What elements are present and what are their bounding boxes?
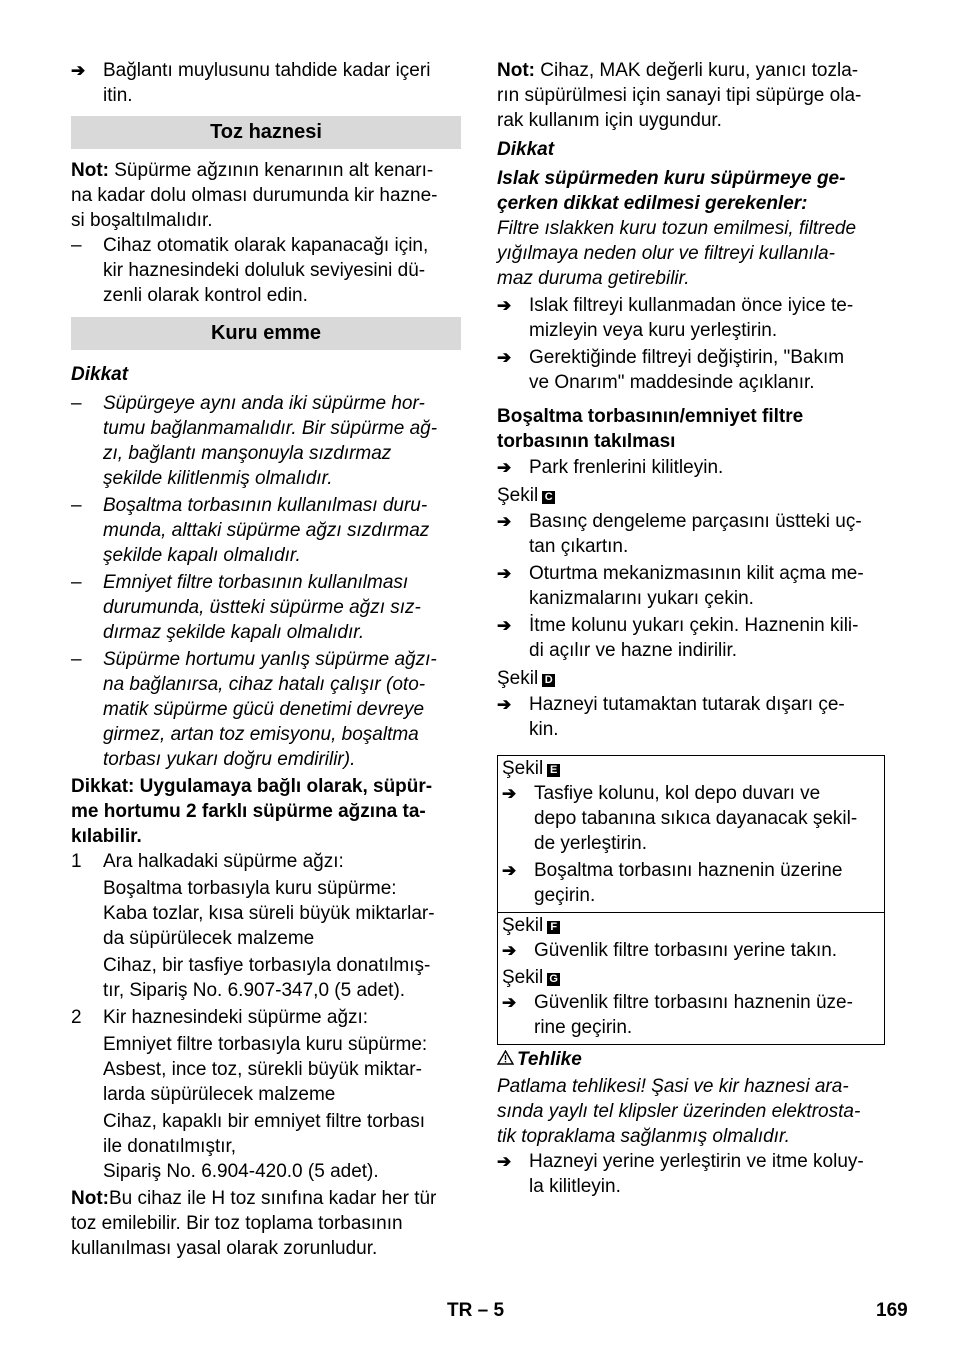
arrow-icon: ➔	[497, 458, 512, 477]
numbered-item-2: 2 Kir haznesindeki süpürme ağzı: Emniyet filtre torbasıyla kuru süpürme: Asbest, ince toz, sürekli büyük miktar- larda süpürülecek malzeme Cihaz, kapaklı bir emniyet filtre torbası ile donatılmıştır, Sipariş No. 6.904-420.0 (5 adet).	[71, 1007, 428, 1182]
right-column	[497, 58, 885, 1199]
arrow-icon: ➔	[497, 512, 512, 531]
tehlike-label: Tehlike	[497, 1047, 885, 1072]
section-header-kuru-emme: Kuru emme	[71, 317, 461, 350]
step-item: ➔ Hazneyi tutamaktan tutarak dışarı çe- kin.	[497, 694, 845, 740]
arrow-icon: ➔	[497, 348, 512, 367]
figure-box-section-fg: Şekil F ➔ Güvenlik filtre torbasını yerine takın. Şekil G ➔ Güvenlik filtre torbasını haznenin üze- rine geçirin.	[498, 912, 884, 1044]
figure-badge: G	[547, 973, 560, 986]
dikkat-label: Dikkat	[497, 139, 555, 160]
toz-note: Not: Süpürme ağzının kenarının alt kenarı- na kadar dolu olması durumunda kir hazne- si boşaltılmalıdır.	[71, 160, 438, 231]
arrow-icon: ➔	[502, 941, 517, 960]
warning-icon	[497, 1047, 517, 1072]
arrow-icon: ➔	[497, 296, 512, 315]
dikkat-bold-note: Dikkat: Uygulamaya bağlı olarak, süpür- me hortumu 2 farklı süpürme ağzına ta- kılabilir.	[71, 776, 433, 847]
tehlike-text: Patlama tehlikesi! Şasi ve kir haznesi ara- sında yaylı tel klipsler üzerinden elektrosta- tik topraklama sağlanmış olmalıdır.	[497, 1076, 861, 1147]
dikkat-heading: Islak süpürmeden kuru süpürmeye ge- çerken dikkat edilmesi gerekenler:	[497, 168, 846, 214]
dash-item: – Cihaz otomatik olarak kapanacağı için, kir haznesindeki doluluk seviyesini dü- zenli olarak kontrol edin.	[71, 235, 429, 306]
figure-ref-d: Şekil D	[497, 666, 885, 691]
figure-badge: C	[542, 491, 555, 504]
arrow-icon: ➔	[71, 61, 86, 80]
dikkat-item: – Süpürgeye aynı anda iki süpürme hor- tumu bağlanmamalıdır. Bir süpürme ağ- zı, bağlantı manşonuyla sızdırmaz şekilde kilitlenmiş olmalıdır.	[71, 393, 438, 489]
dikkat-item: – Emniyet filtre torbasının kullanılması durumunda, üstteki süpürme ağzı sız- dırmaz şekilde kapalı olmalıdır.	[71, 572, 421, 643]
figure-box-section-e: Şekil E ➔ Tasfiye kolunu, kol depo duvarı ve depo tabanına sıkıca dayanacak şekil- de yerleştirin. ➔ Boşaltma torbasını haznenin üzerine geçirin.	[498, 756, 884, 912]
arrow-icon: ➔	[502, 784, 517, 803]
step-item: ➔ Tasfiye kolunu, kol depo duvarı ve depo tabanına sıkıca dayanacak şekil- de yerleştirin.	[502, 783, 858, 854]
section-title: Boşaltma torbasının/emniyet filtre torbasının takılması	[497, 406, 804, 452]
dikkat-text: Filtre ıslakken kuru tozun emilmesi, filtrede yığılmaya neden olur ve filtreyi kullanıla- maz duruma getirebilir.	[497, 218, 857, 289]
step-item: ➔ Oturtma mekanizmasının kilit açma me- kanizmalarını yukarı çekin.	[497, 563, 864, 609]
arrow-icon: ➔	[502, 993, 517, 1012]
dikkat-item: – Boşaltma torbasının kullanılması duru- munda, alttaki süpürme ağzı sızdırmaz şekilde kapalı olmalıdır.	[71, 495, 430, 566]
step-item: ➔ Boşaltma torbasını haznenin üzerine geçirin.	[502, 860, 843, 906]
page-number: 169	[876, 1300, 908, 1321]
legal-note: Not:Bu cihaz ile H toz sınıfına kadar her tür toz emilebilir. Bir toz toplama torbasının kullanılması yasal olarak zorunludur.	[71, 1188, 437, 1259]
step-item: ➔ Güvenlik filtre torbasını yerine takın.	[502, 940, 838, 961]
footer-language-page: TR – 5	[447, 1300, 505, 1321]
arrow-icon: ➔	[497, 616, 512, 635]
arrow-icon: ➔	[502, 861, 517, 880]
step-item: ➔ Hazneyi yerine yerleştirin ve itme koluy- la kilitleyin.	[497, 1151, 864, 1197]
figure-ref-c: Şekil C	[497, 483, 885, 508]
right-note: Not: Cihaz, MAK değerli kuru, yanıcı tozla- rın süpürülmesi için sanayi tipi süpürge ola- rak kullanım için uygundur.	[497, 60, 862, 131]
step-item: ➔ Basınç dengeleme parçasını üstteki uç- tan çıkartın.	[497, 511, 862, 557]
numbered-item-1: 1 Ara halkadaki süpürme ağzı: Boşaltma torbasıyla kuru süpürme: Kaba tozlar, kısa süreli büyük miktarlar- da süpürülecek malzeme Cihaz, bir tasfiye torbasıyla donatılmış- tır, Sipariş No. 6.907-347,0 (5 adet).	[71, 851, 435, 1001]
step-item: ➔ Güvenlik filtre torbasını haznenin üze- rine geçirin.	[502, 992, 853, 1038]
dikkat-label: Dikkat	[71, 364, 129, 385]
arrow-icon: ➔	[497, 564, 512, 583]
step-item: ➔ İtme kolunu yukarı çekin. Haznenin kili- di açılır ve hazne indirilir.	[497, 615, 859, 661]
step-item: ➔ Park frenlerini kilitleyin.	[497, 457, 724, 478]
figure-badge: D	[542, 674, 555, 687]
dikkat-item: – Süpürme hortumu yanlış süpürme ağzı- na bağlanırsa, cihaz hatalı çalışır (oto- matik süpürme gücü denetimi devreye girmez, artan toz emisyonu, boşaltma torbası yukarı doğru emdirilir).	[71, 649, 437, 770]
step-item: ➔ Bağlantı muylusunu tahdide kadar içeri itin.	[71, 60, 431, 106]
figure-badge: E	[547, 764, 560, 777]
arrow-icon: ➔	[497, 695, 512, 714]
section-header-toz-haznesi: Toz haznesi	[71, 116, 461, 149]
figure-badge: F	[547, 921, 560, 934]
arrow-icon: ➔	[497, 1152, 512, 1171]
left-column	[71, 58, 461, 1261]
step-item: ➔ Gerektiğinde filtreyi değiştirin, "Bakım ve Onarım" maddesinde açıklanır.	[497, 347, 845, 393]
step-item: ➔ Islak filtreyi kullanmadan önce iyice te- mizleyin veya kuru yerleştirin.	[497, 295, 854, 341]
figure-box	[497, 755, 885, 1045]
